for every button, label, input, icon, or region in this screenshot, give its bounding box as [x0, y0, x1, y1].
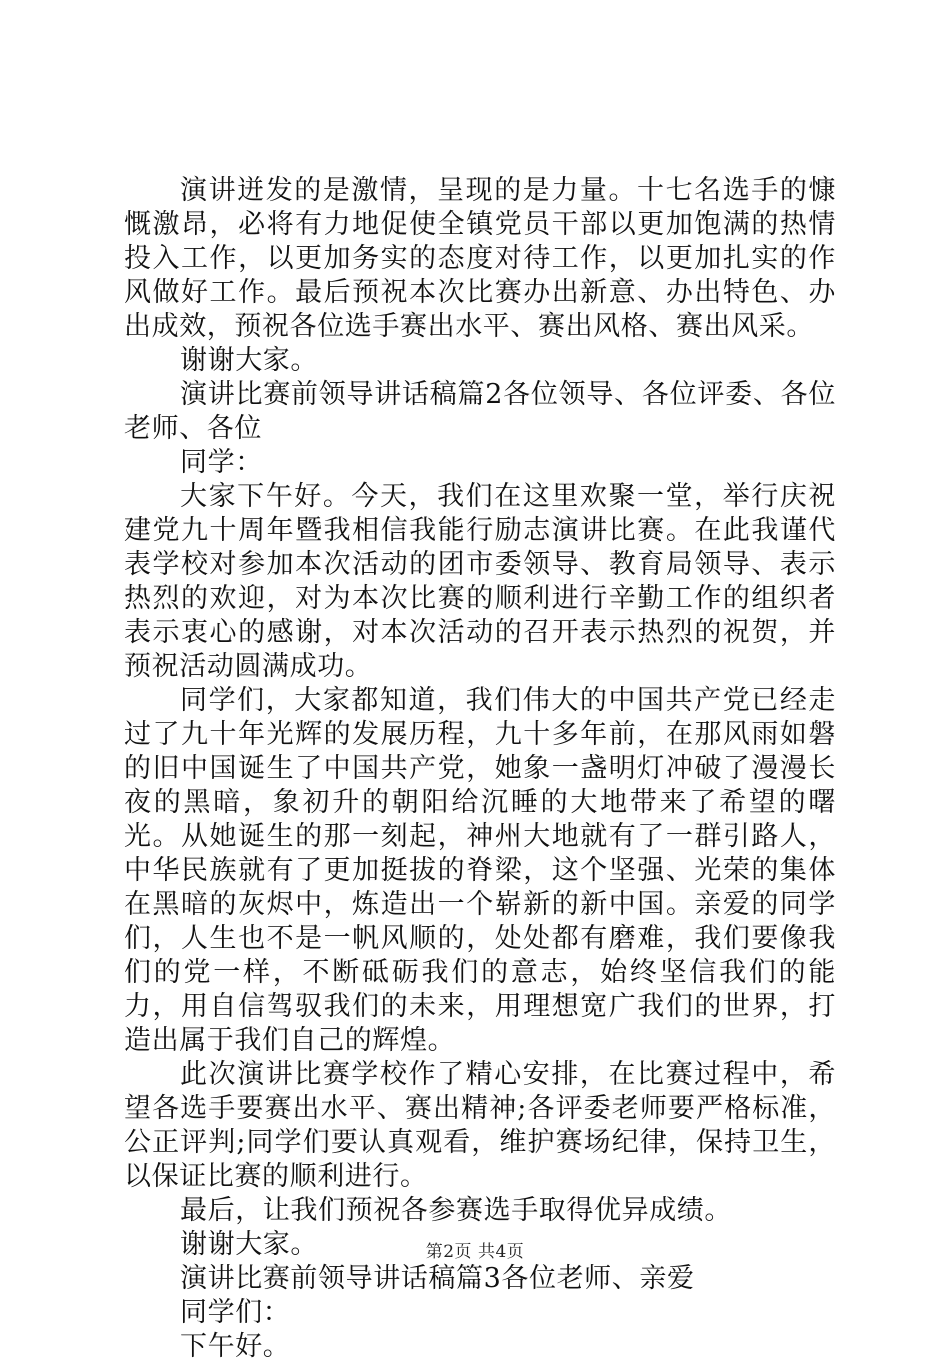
- paragraph-2: 谢谢大家。: [180, 345, 318, 376]
- paragraph-9: 谢谢大家。: [180, 1229, 318, 1260]
- paragraph-10: 演讲比赛前领导讲话稿篇3各位老师、亲爱: [180, 1263, 695, 1294]
- paragraph-11: 同学们：: [180, 1297, 291, 1328]
- paragraph-3: 演讲比赛前领导讲话稿篇2各位领导、各位评委、各位老师、各位: [124, 379, 836, 444]
- document-body: [124, 174, 836, 1364]
- page-number-footer: 第2页 共4页: [425, 1242, 525, 1262]
- paragraph-5: 大家下午好。今天，我们在这里欢聚一堂，举行庆祝建党九十周年暨我相信我能行励志演讲比赛。在此我谨代表学校对参加本次活动的团市委领导、教育局领导、表示热烈的欢迎，对为本次比赛的顺利进行辛勤工作的组织者表示衷心的感谢，对本次活动的召开表示热烈的祝贺，并预祝活动圆满成功。: [124, 481, 836, 682]
- paragraph-7: 此次演讲比赛学校作了精心安排，在比赛过程中，希望各选手要赛出水平、赛出精神;各评委老师要严格标准，公正评判;同学们要认真观看，维护赛场纪律，保持卫生，以保证比赛的顺利进行。: [124, 1059, 836, 1192]
- paragraph-8: 最后，让我们预祝各参赛选手取得优异成绩。: [180, 1195, 732, 1226]
- paragraph-4: 同学：: [180, 447, 263, 478]
- paragraph-6: 同学们，大家都知道，我们伟大的中国共产党已经走过了九十年光辉的发展历程，九十多年前，在那风雨如磐的旧中国诞生了中国共产党，她象一盏明灯冲破了漫漫长夜的黑暗，象初升的朝阳给沉睡的大地带来了希望的曙光。从她诞生的那一刻起，神州大地就有了一群引路人，中华民族就有了更加挺拔的脊梁，这个坚强、光荣的集体在黑暗的灰烬中，炼造出一个崭新的新中国。亲爱的同学们，人生也不是一帆风顺的，处处都有磨难，我们要像我们的党一样，不断砥砺我们的意志，始终坚信我们的能力，用自信驾驭我们的未来，用理想宽广我们的世界，打造出属于我们自己的辉煌。: [124, 685, 836, 1056]
- paragraph-1: 演讲迸发的是激情，呈现的是力量。十七名选手的慷慨激昂，必将有力地促使全镇党员干部以更加饱满的热情投入工作，以更加务实的态度对待工作，以更加扎实的作风做好工作。最后预祝本次比赛办出新意、办出特色、办出成效，预祝各位选手赛出水平、赛出风格、赛出风采。: [124, 175, 836, 342]
- paragraph-12: 下午好。: [180, 1331, 291, 1362]
